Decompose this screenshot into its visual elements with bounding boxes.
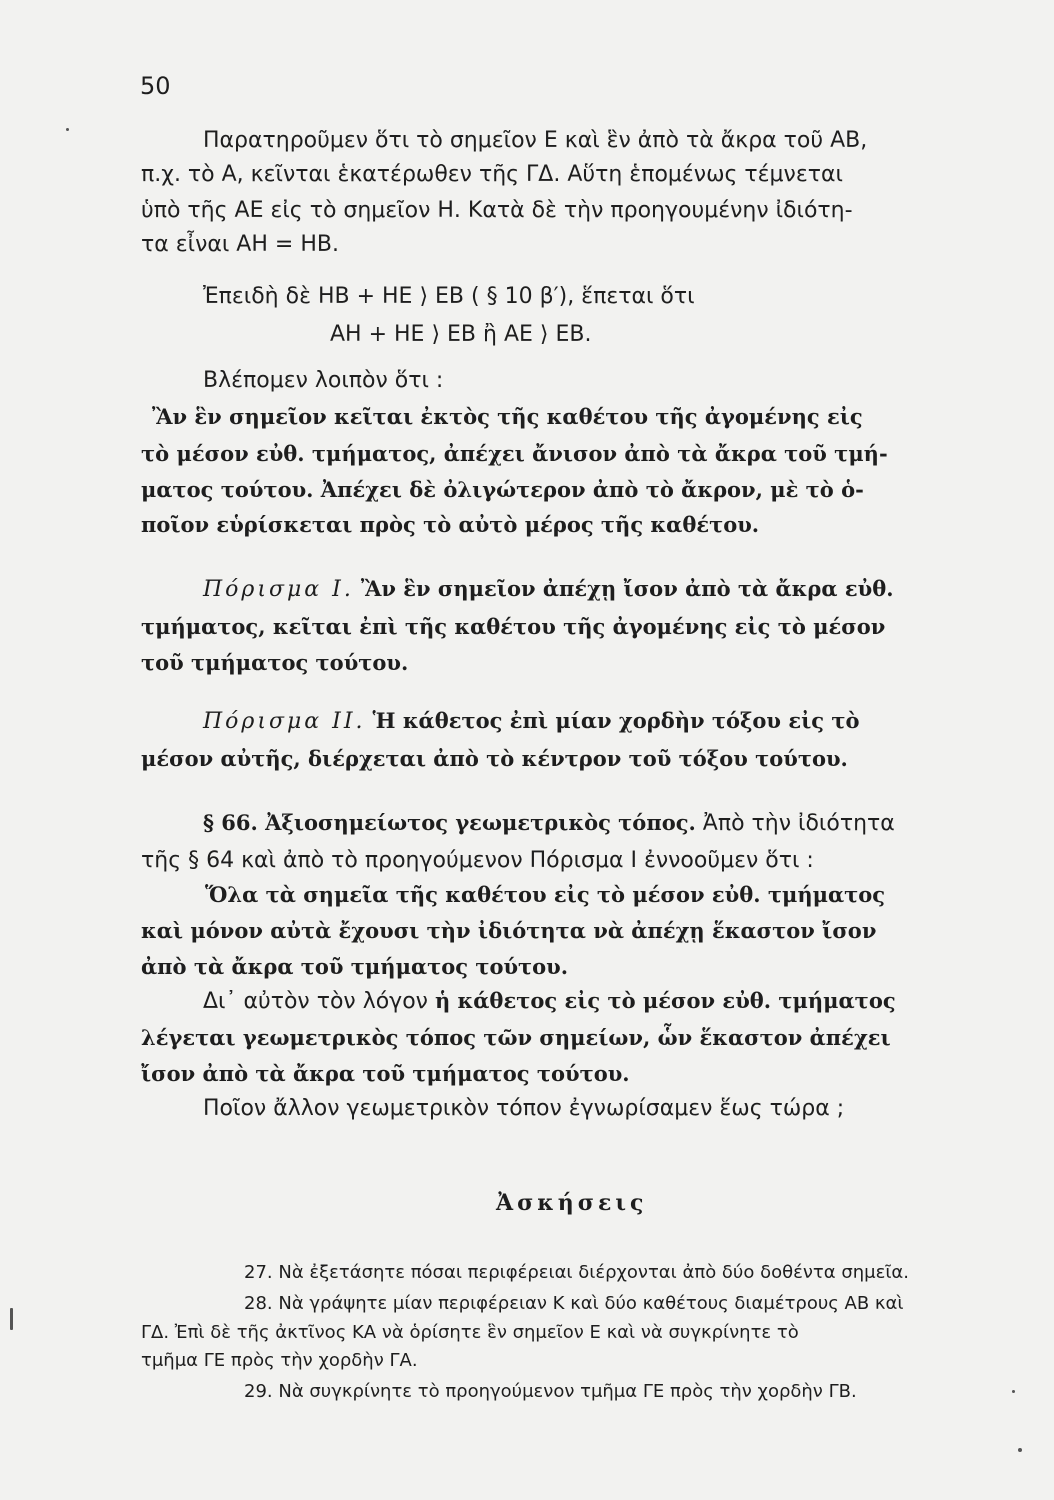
exercises-heading: Ἀσκήσεις (496, 1190, 648, 1216)
porisma-2-line-2: μέσον αὐτῆς, διέρχεται ἀπὸ τὸ κέντρον τοῦ τόξου τούτου. (141, 746, 848, 771)
conclusion-intro: Βλέπομεν λοιπὸν ὅτι : (203, 368, 444, 393)
scan-speck (1018, 1448, 1022, 1452)
locus-definition-line-1 (203, 986, 896, 1017)
porisma-1-label: Πόρισμα I. (203, 577, 354, 602)
exercise-28-line-1: 28. Νὰ γράψητε μίαν περιφέρειαν Κ καὶ δύο καθέτους διαμέτρους ΑΒ καὶ (244, 1293, 904, 1314)
section-66-intro-start: Ἀπὸ τὴν ἰδιότητα (702, 811, 895, 836)
locus-definition-bold: ἡ κάθετος εἰς τὸ μέσον εὐθ. τμήματος (434, 988, 896, 1013)
section-66-line-1 (203, 808, 895, 839)
porisma-1-text: Ἂν ἓν σημεῖον ἀπέχῃ ἴσον ἀπὸ τὰ ἄκρα εὐθ. (360, 576, 894, 601)
scan-edge-mark (10, 1308, 13, 1330)
locus-definition-line-3: ἴσον ἀπὸ τὰ ἄκρα τοῦ τμήματος τούτου. (141, 1061, 630, 1086)
locus-definition-line-2: λέγεται γεωμετρικὸς τόπος τῶν σημείων, ὧν ἕκαστον ἀπέχει (141, 1025, 891, 1050)
theorem-line-2: τὸ μέσον εὐθ. τμήματος, ἀπέχει ἄνισον ἀπὸ τὰ ἄκρα τοῦ τμή- (141, 441, 888, 466)
locus-statement-line-2: καὶ μόνον αὐτὰ ἔχουσι τὴν ἰδιότητα νὰ ἀπέχῃ ἕκαστον ἴσον (141, 918, 877, 943)
theorem-line-3: ματος τούτου. Ἀπέχει δὲ ὀλιγώτερον ἀπὸ τὸ ἄκρον, μὲ τὸ ὁ- (141, 477, 864, 502)
exercise-27: 27. Νὰ ἐξετάσητε πόσαι περιφέρειαι διέρχονται ἀπὸ δύο δοθέντα σημεῖα. (244, 1262, 910, 1283)
porisma-1-line-1 (203, 574, 894, 605)
theorem-line-1: Ἂν ἓν σημεῖον κεῖται ἐκτὸς τῆς καθέτου τῆς ἀγομένης εἰς (152, 404, 863, 429)
inequality-line-2: ΑΗ + ΗΕ ⟩ ΕΒ ἢ ΑΕ ⟩ ΕΒ. (330, 322, 592, 347)
section-66-line-2: τῆς § 64 καὶ ἀπὸ τὸ προηγούμενον Πόρισμα I ἐννοοῦμεν ὅτι : (141, 848, 814, 873)
locus-statement-line-1: Ὅλα τὰ σημεῖα τῆς καθέτου εἰς τὸ μέσον εὐθ. τμήματος (205, 882, 886, 907)
porisma-2-text: Ἡ κάθετος ἐπὶ μίαν χορδὴν τόξου εἰς τὸ (372, 708, 860, 733)
locus-statement-line-3: ἀπὸ τὰ ἄκρα τοῦ τμήματος τούτου. (141, 954, 569, 979)
porisma-1-line-3: τοῦ τμήματος τούτου. (141, 650, 409, 675)
theorem-line-4: ποῖον εὑρίσκεται πρὸς τὸ αὐτὸ μέρος τῆς καθέτου. (141, 512, 760, 537)
exercise-28-line-2: ΓΔ. Ἐπὶ δὲ τῆς ἀκτῖνος ΚΑ νὰ ὁρίσητε ἓν σημεῖον Ε καὶ νὰ συγκρίνητε τὸ (141, 1322, 799, 1343)
page-number: 50 (140, 72, 171, 100)
exercise-29: 29. Νὰ συγκρίνητε τὸ προηγούμενον τμῆμα ΓΕ πρὸς τὴν χορδὴν ΓΒ. (244, 1381, 857, 1402)
porisma-2-label: Πόρισμα II. (203, 709, 366, 734)
porisma-1-line-2: τμήματος, κεῖται ἐπὶ τῆς καθέτου τῆς ἀγομένης εἰς τὸ μέσον (141, 614, 886, 639)
question: Ποῖον ἄλλον γεωμετρικὸν τόπον ἐγνωρίσαμεν ἕως τώρα ; (203, 1096, 845, 1121)
porisma-2-line-1 (203, 706, 859, 737)
para1-line-1: Παρατηροῦμεν ὅτι τὸ σημεῖον Ε καὶ ἓν ἀπὸ τὰ ἄκρα τοῦ ΑΒ, (203, 128, 868, 153)
inequality-line-1: Ἐπειδὴ δὲ ΗΒ + ΗΕ ⟩ ΕΒ ( § 10 β′), ἕπεται ὅτι (203, 284, 695, 309)
para1-line-2: π.χ. τὸ Α, κεῖνται ἑκατέρωθεν τῆς ΓΔ. Αὕτη ἑπομένως τέμνεται (141, 162, 843, 187)
para1-line-4: τα εἶναι ΑΗ = ΗΒ. (141, 232, 339, 257)
para1-line-3: ὑπὸ τῆς ΑΕ εἰς τὸ σημεῖον Η. Κατὰ δὲ τὴν προηγουμένην ἰδιότη- (141, 198, 853, 223)
locus-definition-start: Δι᾿ αὐτὸν τὸν λόγον (203, 989, 428, 1014)
exercise-28-line-3: τμῆμα ΓΕ πρὸς τὴν χορδὴν ΓΑ. (141, 1350, 418, 1371)
section-66-title: § 66. Ἀξιοσημείωτος γεωμετρικὸς τόπος. (203, 810, 696, 835)
scan-speck (1012, 1390, 1015, 1393)
scan-speck (66, 128, 69, 131)
